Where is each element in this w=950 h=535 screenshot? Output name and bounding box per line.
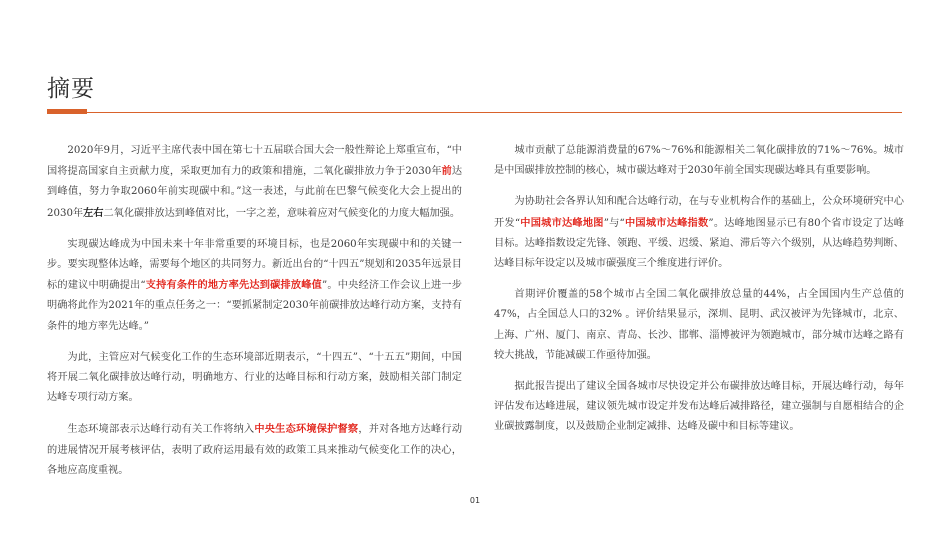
page-number: 01 <box>469 496 481 505</box>
page-title: 摘要 <box>47 76 95 102</box>
highlight-zuoyou: 左右 <box>83 206 104 219</box>
right-paragraph-2: 为协助社会各界认知和配合达峰行动，在与专业机构合作的基础上，公众环境研究中心开发“中国城市达峰地图”与“中国城市达峰指数”。达峰地图显示已有80个省市设定了达峰目标。达峰指数设定先锋、领跑、平缓、迟缓、紧迫、滞后等六个级别，从达峰趋势判断、达峰目标年设定以及城市碳强度三个维度进行评价。 <box>494 196 904 270</box>
right-paragraph-1: 城市贡献了总能源消费量的67%～76%和能源相关二氧化碳排放的71%～76%。城市是中国碳排放控制的核心，城市碳达峰对于2030年前全国实现碳达峰具有重要影响。 <box>494 145 904 177</box>
left-paragraph-4: 生态环境部表示达峰行动有关工作将纳入中央生态环境保护督察，并对各地方达峰行动的进展情况开展考核评估，表明了政府运用最有效的政策工具来推动气候变化工作的决心，各地应高度重视。 <box>47 423 463 476</box>
highlight-peak-index: 中国城市达峰指数 <box>624 216 709 229</box>
right-paragraph-4: 据此报告提出了建议全国各城市尽快设定并公布碳排放达峰目标，开展达峰行动，每年评估发布达峰进展，建议领先城市设定并发布达峰后减排路径，建立强制与自愿相结合的企业碳披露制度，以及鼓励企业制定减排、达峰及碳中和目标等建议。 <box>494 381 904 433</box>
highlight-peak-map: 中国城市达峰地图 <box>520 216 604 229</box>
title-divider <box>47 112 902 113</box>
highlight-inspection: 中央生态环境保护督察 <box>254 423 359 436</box>
title-accent-bar <box>47 109 87 114</box>
left-paragraph-1: 2020年9月，习近平主席代表中国在第七十五届联合国大会一般性辩论上郑重宣布，“中国将提高国家自主贡献力度，采取更加有力的政策和措施，二氧化碳排放力争于2030年前达到峰值，努力争取2060年前实现碳中和。”这一表述，与此前在巴黎气候变化大会上提出的2030年左右二氧化碳排放达到峰值对比，一字之差，意味着应对气候变化的力度大幅加强。 <box>47 145 462 219</box>
highlight-qian: 前 <box>441 165 452 178</box>
left-paragraph-3: 为此，主管应对气候变化工作的生态环境部近期表示，“十四五”、“十五五”期间，中国将开展二氧化碳排放达峰行动，明确地方、行业的达峰目标和行动方案，鼓励相关部门制定达峰专项行动方案。 <box>47 351 462 404</box>
right-paragraph-3: 首期评价覆盖的58个城市占全国二氧化碳排放总量的44%，占全国国内生产总值的47%，占全国总人口的32% 。评价结果显示，深圳、昆明、武汉被评为先锋城市，北京、上海、广州、厦门、南京、青岛、长沙、邯郸、淄博被评为领跑城市，部分城市达峰之路有较大挑战，节能减碳工作亟待加强。 <box>494 289 904 361</box>
highlight-peak-policy: 支持有条件的地方率先达到碳排放峰值 <box>145 279 322 292</box>
left-column <box>47 141 462 492</box>
right-column <box>494 141 904 449</box>
left-paragraph-2: 实现碳达峰成为中国未来十年非常重要的环境目标，也是2060年实现碳中和的关键一步。要实现整体达峰，需要每个地区的共同努力。新近出台的“十四五”规划和2035年远景目标的建议中明确提出“支持有条件的地方率先达到碳排放峰值”。中央经济工作会议上进一步明确将此作为2021年的重点任务之一：“要抓紧制定2030年前碳排放达峰行动方案，支持有条件的地方率先达峰。” <box>47 238 462 332</box>
